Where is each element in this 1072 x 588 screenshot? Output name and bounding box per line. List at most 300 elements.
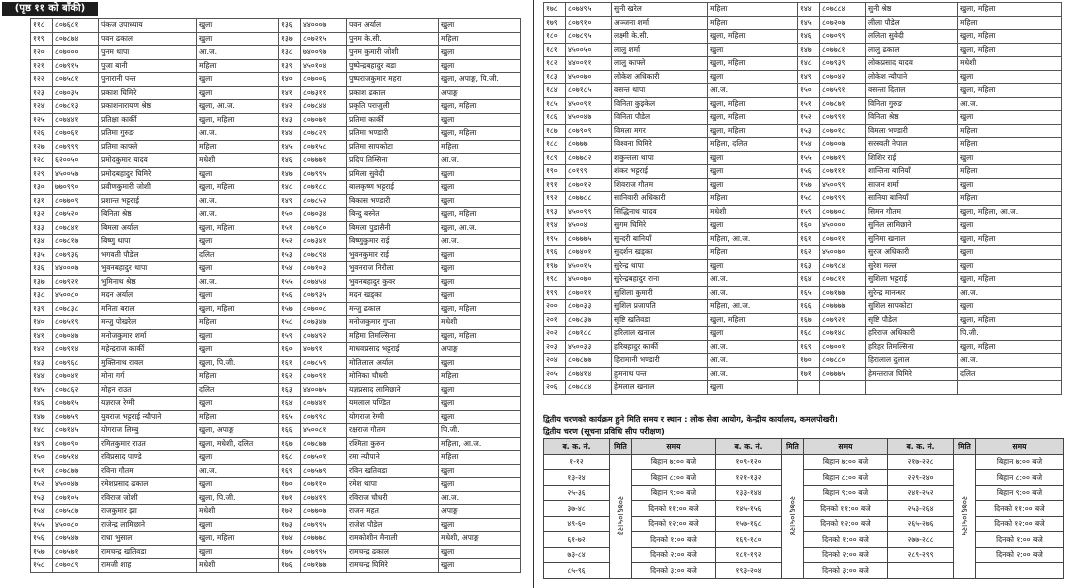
serial-no-cell: १६८	[279, 451, 301, 465]
serial-no-cell: १८७	[544, 124, 566, 138]
roll-no-cell: ८०७८२९	[301, 127, 347, 141]
table-row	[544, 165, 1062, 179]
roll-no-cell: ८०७४४१	[301, 397, 347, 411]
table-row	[544, 381, 1062, 395]
schedule-time: बिहान ९:०० बजे	[976, 485, 1064, 501]
candidate-name-cell: सुन्दरी बानियाँ	[612, 232, 708, 246]
schedule-header-row	[544, 439, 1064, 455]
group-cell: खुला	[708, 151, 798, 165]
serial-no-cell: १५५	[279, 275, 301, 289]
group-cell: आ.ज.	[708, 273, 798, 287]
serial-no-cell: १४७	[798, 43, 820, 57]
roll-no-cell: ४५००५७	[53, 167, 99, 181]
group-cell: खुला	[958, 151, 1062, 165]
schedule-roll-range: २४१-२५२	[888, 485, 954, 501]
candidate-name-cell: प्रतिमा काफ्ले	[99, 140, 197, 154]
table-row	[544, 367, 1062, 381]
group-cell: खुला, महिला	[197, 181, 279, 195]
serial-no-cell: १५६	[798, 165, 820, 179]
serial-no-cell: १२३	[31, 86, 53, 100]
roll-no-cell: ८०७०७१	[301, 113, 347, 127]
candidate-name-cell: पुष्पेन्द्रबहादुर बडा	[347, 59, 439, 73]
roll-no-cell: ८०७१८५	[566, 84, 612, 98]
serial-no-cell: १३५	[31, 248, 53, 262]
group-cell: आ.ज.	[439, 154, 521, 168]
group-cell: खुला, महिला	[958, 273, 1062, 287]
group-cell: आ.ज.	[197, 208, 279, 222]
roll-no-cell: ८०७८८४	[820, 3, 866, 17]
column-divider	[533, 0, 534, 588]
group-cell: खुला	[439, 248, 521, 262]
candidate-name-cell: बालकृष्ण भट्टराई	[347, 181, 439, 195]
candidate-name-cell: सुनी खरेल	[612, 3, 708, 17]
group-cell: खुला	[708, 219, 798, 233]
table-row	[31, 32, 521, 46]
serial-no-cell: १२२	[31, 73, 53, 87]
roll-no-cell: ८०७९१४	[53, 343, 99, 357]
roll-no-cell: ८०७८४१	[53, 221, 99, 235]
group-cell: मधेशी	[197, 559, 279, 573]
serial-no-cell: १५१	[31, 464, 53, 478]
roll-no-cell: ४५००९१	[566, 97, 612, 111]
table-row	[31, 154, 521, 168]
group-cell: खुला	[439, 262, 521, 276]
roll-no-cell: ८०७५७९	[301, 464, 347, 478]
table-row	[31, 518, 521, 532]
roll-no-cell: ८०७०६१	[53, 127, 99, 141]
left-column	[2, 0, 524, 588]
serial-no-cell: १३७	[279, 32, 301, 46]
candidate-name-cell: रमा न्यौपाने	[347, 451, 439, 465]
group-cell: खुला, महिला	[197, 302, 279, 316]
serial-no-cell: १२०	[31, 46, 53, 60]
roll-no-cell: ८०७४५४	[301, 275, 347, 289]
serial-no-cell: १६७	[279, 437, 301, 451]
serial-no-cell: १६३	[279, 383, 301, 397]
group-cell: खुला, मधेशी, दलित	[197, 437, 279, 451]
table-row	[31, 86, 521, 100]
candidate-name-cell: सानिवारी अधिकारी	[612, 192, 708, 206]
candidate-name-cell: विनिता श्रेष्ठ	[866, 111, 958, 125]
serial-no-cell: १७०	[798, 354, 820, 368]
roll-no-cell: ४५००००	[820, 219, 866, 233]
serial-no-cell: १४९	[798, 70, 820, 84]
roll-no-cell: ८०७८३७	[566, 313, 612, 327]
group-cell: खुला	[439, 518, 521, 532]
serial-no-cell: १९५	[544, 232, 566, 246]
candidate-name-cell: रामजी शाह	[99, 559, 197, 573]
candidate-name-cell: राजेश पौडेल	[347, 518, 439, 532]
candidate-name-cell: सुशिल सापकोटा	[866, 300, 958, 314]
roll-no-cell: ८०७८८०	[820, 354, 866, 368]
table-row	[544, 151, 1062, 165]
roll-no-cell: ८०७८७७	[53, 464, 99, 478]
group-cell: महिला, आ.ज.	[439, 437, 521, 451]
group-cell: महिला	[197, 316, 279, 330]
group-cell: खुला	[197, 343, 279, 357]
roll-no-cell: ८०७७७५	[566, 232, 612, 246]
serial-no-cell: १३६	[279, 19, 301, 33]
candidate-name-cell: पुनम के.सी.	[347, 32, 439, 46]
roll-no-cell: ८०७५८१	[53, 73, 99, 87]
roll-no-cell: ८०७०९०	[53, 437, 99, 451]
serial-no-cell: १६८	[798, 327, 820, 341]
roll-no-cell: ८०७८३८	[53, 302, 99, 316]
roll-no-cell: ८०७०९९	[820, 30, 866, 44]
serial-no-cell: १५०	[798, 84, 820, 98]
group-cell: अपाङ्ग	[439, 505, 521, 519]
table-row	[544, 192, 1062, 206]
candidate-name-cell: विमला भण्डारी	[866, 124, 958, 138]
roll-no-cell: ८०७९९९	[820, 192, 866, 206]
serial-no-cell: १६०	[279, 343, 301, 357]
serial-no-cell: १५४	[31, 505, 53, 519]
group-cell: महिला	[708, 16, 798, 30]
candidate-name-cell: मन्जु ढकाल	[347, 302, 439, 316]
group-cell: खुला	[439, 46, 521, 60]
group-cell: दलित	[197, 383, 279, 397]
candidate-name-cell: हिरामानी भण्डारी	[612, 354, 708, 368]
group-cell: खुला	[197, 19, 279, 33]
serial-no-cell: १५०	[31, 451, 53, 465]
candidate-name-cell: हेमलाल खनाल	[612, 381, 708, 395]
serial-no-cell: १४६	[31, 397, 53, 411]
roll-no-cell: ४५००३३	[566, 340, 612, 354]
serial-no-cell: १७५	[279, 545, 301, 559]
roll-no-cell: ८०७७८८	[566, 192, 612, 206]
table-row	[31, 100, 521, 114]
schedule-roll-range: २५३-२६४	[888, 501, 954, 517]
serial-no-cell: १६४	[798, 273, 820, 287]
candidate-name-cell: यज्ञप्रसाद लामिछाने	[347, 383, 439, 397]
roll-no-cell: ४५००५०	[566, 43, 612, 57]
serial-no-cell: १५७	[31, 545, 53, 559]
serial-no-cell: १४२	[31, 343, 53, 357]
group-cell: खुला	[439, 383, 521, 397]
roll-no-cell: ८०७१४८	[820, 327, 866, 341]
schedule-header-roll: ब. क. नं.	[544, 439, 610, 455]
group-cell: महिला	[197, 410, 279, 424]
group-cell: महिला	[958, 16, 1062, 30]
candidate-name-cell: मोहन राउत	[99, 383, 197, 397]
candidate-name-cell: सानिया बानियाँ	[866, 192, 958, 206]
right-column	[543, 0, 1063, 588]
group-cell: खुला, महिला	[708, 111, 798, 125]
table-row	[31, 370, 521, 384]
serial-no-cell: १४०	[279, 73, 301, 87]
serial-no-cell: १७६	[279, 559, 301, 573]
group-cell: खुला	[708, 259, 798, 273]
roll-no-cell: ८०७८६२	[53, 383, 99, 397]
group-cell: खुला, महिला	[958, 30, 1062, 44]
candidate-name-cell: मन्जु पोखरेल	[99, 316, 197, 330]
candidate-name-cell: ललिता सुवेदी	[866, 30, 958, 44]
serial-no-cell: १७३	[279, 518, 301, 532]
serial-no-cell: १४७	[279, 167, 301, 181]
serial-no-cell: १८८	[544, 138, 566, 152]
table-row	[544, 3, 1062, 17]
page-header: (पृष्ठ ११ को बाँकी)	[2, 2, 98, 16]
candidate-name-cell: प्रकाश ढकाल	[347, 86, 439, 100]
group-cell: खुला, महिला	[197, 532, 279, 546]
candidate-name-cell: योगराज रेग्मी	[347, 410, 439, 424]
serial-no-cell: ११९	[31, 32, 53, 46]
candidate-name-cell: सुशिल प्रजापति	[612, 300, 708, 314]
candidate-name-cell: मोतिलाल अर्याल	[347, 356, 439, 370]
left-candidate-table	[30, 18, 521, 573]
schedule-time: दिनको १२:०० बजे	[976, 516, 1064, 532]
schedule-date: २०७६।०५।२४	[782, 454, 804, 578]
serial-no-cell: १५२	[279, 235, 301, 249]
serial-no-cell: १४६	[798, 30, 820, 44]
table-row	[31, 46, 521, 60]
table-row	[31, 235, 521, 249]
schedule-header-roll: ब. क. नं.	[888, 439, 954, 455]
serial-no-cell: १७१	[279, 491, 301, 505]
serial-no-cell: २००	[544, 300, 566, 314]
roll-no-cell: ७७०९९०	[53, 181, 99, 195]
group-cell: खुला	[958, 70, 1062, 84]
serial-no-cell: १४०	[31, 316, 53, 330]
schedule-roll-range: १३३-१४४	[716, 485, 782, 501]
serial-no-cell: १३८	[31, 289, 53, 303]
serial-no-cell: १४८	[31, 424, 53, 438]
candidate-name-cell: पुनम थापा	[99, 46, 197, 60]
roll-no-cell: ८०७५४७	[53, 532, 99, 546]
group-cell: मधेशी	[439, 316, 521, 330]
candidate-name-cell: पुनारानी पन्त	[99, 73, 197, 87]
serial-no-cell: १७४	[279, 532, 301, 546]
serial-no-cell: १३६	[31, 262, 53, 276]
group-cell: आ.ज.	[197, 194, 279, 208]
candidate-name-cell: महिमा तिमल्सिना	[347, 329, 439, 343]
roll-no-cell: ८०७८९५	[566, 30, 612, 44]
serial-no-cell: १५३	[31, 491, 53, 505]
candidate-name-cell: प्रदिप तिम्सिना	[347, 154, 439, 168]
serial-no-cell: १५३	[798, 124, 820, 138]
serial-no-cell: १६९	[798, 340, 820, 354]
serial-no-cell: १५६	[279, 289, 301, 303]
candidate-name-cell: पुजा बानी	[99, 59, 197, 73]
candidate-name-cell: भगवती पौडेल	[99, 248, 197, 262]
candidate-name-cell: बिनिता श्रेष्ठ	[99, 208, 197, 222]
schedule-roll-range: १२१-१३२	[716, 470, 782, 486]
candidate-name-cell: पंकज उपाध्याय	[99, 19, 197, 33]
candidate-name-cell: सुरेश मल्ल	[866, 259, 958, 273]
candidate-name-cell: साजन शर्मा	[866, 178, 958, 192]
roll-no-cell: ८०७५८७	[53, 505, 99, 519]
group-cell: खुला	[439, 464, 521, 478]
group-cell: मधेशी	[197, 505, 279, 519]
roll-no-cell: ८०७८४४	[301, 100, 347, 114]
roll-no-cell: ८०७८७४	[53, 32, 99, 46]
group-cell: खुला	[708, 165, 798, 179]
candidate-name-cell: लोकेश न्यौपाने	[866, 70, 958, 84]
group-cell: महिला	[958, 165, 1062, 179]
serial-no-cell: १७१	[798, 367, 820, 381]
serial-no-cell	[798, 381, 820, 395]
roll-no-cell: ८०७८७१	[820, 97, 866, 111]
group-cell: खुला	[197, 167, 279, 181]
schedule-header-date: मिति	[610, 439, 632, 455]
roll-no-cell: ८०७९२१	[820, 313, 866, 327]
roll-no-cell: ४४०००७	[301, 19, 347, 33]
candidate-name-cell: रविराज जोशी	[99, 491, 197, 505]
serial-no-cell: १५८	[279, 316, 301, 330]
group-cell: आ.ज.	[708, 84, 798, 98]
group-cell: महिला, आ.ज.	[708, 300, 798, 314]
candidate-name-cell: मोनिका चौधरी	[347, 370, 439, 384]
candidate-name-cell: शिशिर राई	[866, 151, 958, 165]
schedule-roll-range: १६९-१८०	[716, 532, 782, 548]
serial-no-cell: १२६	[31, 127, 53, 141]
group-cell: महिला	[197, 370, 279, 384]
serial-no-cell: १६२	[798, 246, 820, 260]
group-cell: खुला, आ.ज.	[439, 221, 521, 235]
candidate-name-cell: भुवनबहादुर कुवर	[347, 275, 439, 289]
group-cell: महिला	[958, 124, 1062, 138]
serial-no-cell: १६०	[798, 219, 820, 233]
group-cell: खुला	[958, 259, 1062, 273]
candidate-name-cell: रमितकुमार राउत	[99, 437, 197, 451]
serial-no-cell: १४४	[279, 127, 301, 141]
group-cell: महिला	[708, 3, 798, 17]
roll-no-cell: ८०७९०९	[566, 124, 612, 138]
group-cell: आ.ज.	[958, 354, 1062, 368]
candidate-name-cell: लोकप्रसाद यादव	[866, 57, 958, 71]
group-cell: आ.ज.	[708, 340, 798, 354]
roll-no-cell: ४५००९९	[820, 178, 866, 192]
group-cell: खुला	[439, 289, 521, 303]
candidate-name-cell: विमला मगर	[612, 124, 708, 138]
serial-no-cell: १३९	[279, 59, 301, 73]
table-row	[544, 30, 1062, 44]
table-row	[31, 491, 521, 505]
schedule-time: दिनको ११:०० बजे	[632, 501, 716, 517]
table-row	[31, 343, 521, 357]
group-cell: खुला	[439, 397, 521, 411]
candidate-name-cell: लक्ष्मी के.सी.	[612, 30, 708, 44]
candidate-name-cell: यमलाल पण्डित	[347, 397, 439, 411]
schedule-header-date: मिति	[782, 439, 804, 455]
roll-no-cell: ८०७११०	[301, 478, 347, 492]
candidate-name-cell: सिमन गौतम	[866, 205, 958, 219]
candidate-name-cell: लालु शर्मा	[612, 43, 708, 57]
group-cell: खुला	[439, 59, 521, 73]
table-row	[31, 410, 521, 424]
candidate-name-cell: लीला पौडेल	[866, 16, 958, 30]
serial-no-cell: १७८	[544, 3, 566, 17]
serial-no-cell: १४९	[31, 437, 53, 451]
candidate-name-cell: पुनम कुमारी जोशी	[347, 46, 439, 60]
serial-no-cell: १५५	[31, 518, 53, 532]
roll-no-cell: ८०७०१८	[820, 124, 866, 138]
group-cell: दलित	[197, 248, 279, 262]
candidate-name-cell: सुगम घिमिरे	[612, 219, 708, 233]
roll-no-cell: ४४००७५	[301, 383, 347, 397]
table-row	[31, 545, 521, 559]
roll-no-cell: ८०७५९१	[820, 84, 866, 98]
roll-no-cell: ४५००९९	[566, 205, 612, 219]
serial-no-cell: १४१	[279, 86, 301, 100]
group-cell: खुला	[958, 219, 1062, 233]
roll-no-cell: ४५००७०	[566, 70, 612, 84]
candidate-name-cell: प्रकाशनारायण श्रेष्ठ	[99, 100, 197, 114]
schedule-header-time: समय	[804, 439, 888, 455]
group-cell: खुला	[439, 559, 521, 573]
table-row	[31, 181, 521, 195]
serial-no-cell: १६४	[279, 397, 301, 411]
schedule-subtitle: द्वितीय चरण (सूचना प्रविधि सीप परीक्षण)	[543, 427, 665, 436]
roll-no-cell: ८०७०११	[566, 286, 612, 300]
serial-no-cell: १४७	[31, 410, 53, 424]
roll-no-cell: ८०७७०८	[820, 205, 866, 219]
candidate-name-cell: मोना गर्ग	[99, 370, 197, 384]
group-cell: खुला, महिला	[958, 3, 1062, 17]
serial-no-cell: १३७	[31, 275, 53, 289]
group-cell: आ.ज.	[439, 235, 521, 249]
roll-no-cell: ८०७००६	[301, 73, 347, 87]
roll-no-cell: ८०७०९१	[301, 370, 347, 384]
roll-no-cell: ८०७९३५	[301, 289, 347, 303]
serial-no-cell: १९७	[544, 259, 566, 273]
candidate-name-cell: सुरज अधिकारी	[866, 246, 958, 260]
schedule-table	[543, 438, 1064, 579]
candidate-name-cell: रमेश थापा	[347, 478, 439, 492]
serial-no-cell: १४८	[279, 181, 301, 195]
candidate-name-cell: बिमला पुडासैनी	[347, 221, 439, 235]
group-cell: खुला, आ.ज.	[197, 100, 279, 114]
roll-no-cell: ८०७३४१	[301, 235, 347, 249]
candidate-name-cell: सुनी श्रेष्ठ	[866, 3, 958, 17]
group-cell: आ.ज.	[197, 275, 279, 289]
group-cell: खुला	[708, 43, 798, 57]
table-row	[31, 478, 521, 492]
candidate-name-cell: प्रतिमा सापकोटा	[347, 140, 439, 154]
serial-no-cell: १५७	[798, 178, 820, 192]
serial-no-cell: १४५	[279, 140, 301, 154]
roll-no-cell: ४५००८०	[53, 289, 99, 303]
group-cell: आ.ज.	[958, 286, 1062, 300]
serial-no-cell: १६६	[798, 300, 820, 314]
schedule-roll-range: २७७-२८८	[888, 532, 954, 548]
schedule-time: दिनको ३:०० बजे	[804, 563, 888, 579]
candidate-name-cell: सृष्टि खतिवडा	[612, 313, 708, 327]
serial-no-cell: १५६	[31, 532, 53, 546]
candidate-name-cell: भुमिनाथ श्रेष्ठ	[99, 275, 197, 289]
roll-no-cell: ८०७०००	[53, 46, 99, 60]
table-row	[544, 313, 1062, 327]
table-row	[544, 16, 1062, 30]
candidate-name-cell: लालु ढकाल	[866, 43, 958, 57]
serial-no-cell: १४३	[31, 356, 53, 370]
roll-no-cell: ८०१९९	[566, 165, 612, 179]
serial-no-cell: १८९	[544, 151, 566, 165]
group-cell: खुला	[439, 181, 521, 195]
serial-no-cell: १५२	[31, 478, 53, 492]
candidate-name-cell	[866, 381, 958, 395]
serial-no-cell: १४५	[798, 16, 820, 30]
roll-no-cell: ८०७१०३	[301, 262, 347, 276]
group-cell: खुला, अपाङ्ग, पि.जी.	[439, 73, 521, 87]
roll-no-cell: ८०७४९२	[301, 329, 347, 343]
serial-no-cell: १२५	[31, 113, 53, 127]
group-cell: खुला	[197, 32, 279, 46]
table-row	[31, 167, 521, 181]
group-cell: खुला	[439, 113, 521, 127]
candidate-name-cell: लोकेश अधिकारी	[612, 70, 708, 84]
candidate-name-cell: प्रवीणकुमारी जोशी	[99, 181, 197, 195]
